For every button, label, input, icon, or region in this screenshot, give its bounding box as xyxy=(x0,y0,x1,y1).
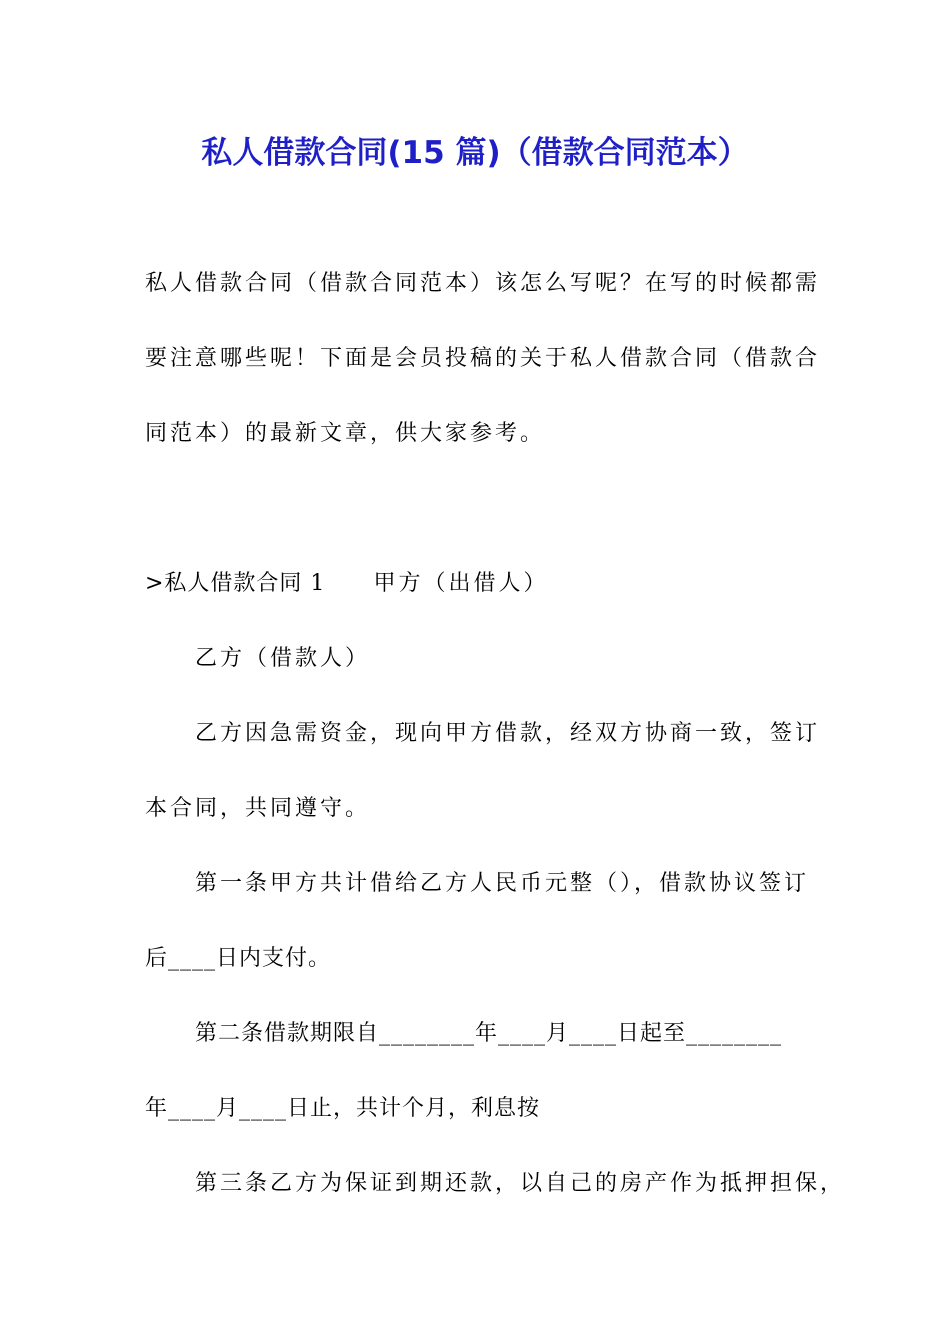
article-2-line-1: 第二条借款期限自________年____月____日起至________ xyxy=(195,1021,783,1046)
article-2-line-2: 年____月____日止，共计个月，利息按 xyxy=(145,1096,541,1121)
preamble-line-1: 乙方因急需资金，现向甲方借款，经双方协商一致，签订 xyxy=(195,721,821,746)
document-title: 私人借款合同(15 篇)（借款合同范本） xyxy=(201,135,749,171)
contract-heading-line xyxy=(145,566,548,602)
party-b-label: 乙方（借款人） xyxy=(195,646,371,671)
article-1-line-2: 后____日内支付。 xyxy=(145,946,332,971)
intro-line-1: 私人借款合同（借款合同范本）该怎么写呢？在写的时候都需 xyxy=(145,271,821,296)
intro-line-2: 要注意哪些呢！下面是会员投稿的关于私人借款合同（借款合 xyxy=(145,346,821,371)
article-1-line-1: 第一条甲方共计借给乙方人民币元整（），借款协议签订 xyxy=(195,871,810,896)
article-3-line-1: 第三条乙方为保证到期还款，以自己的房产作为抵押担保， xyxy=(195,1171,846,1196)
contract-heading: >私人借款合同 1 xyxy=(145,571,326,596)
preamble-line-2: 本合同，共同遵守。 xyxy=(145,796,371,821)
party-a-label: 甲方（出借人） xyxy=(373,571,549,596)
intro-line-3: 同范本）的最新文章，供大家参考。 xyxy=(145,421,546,446)
